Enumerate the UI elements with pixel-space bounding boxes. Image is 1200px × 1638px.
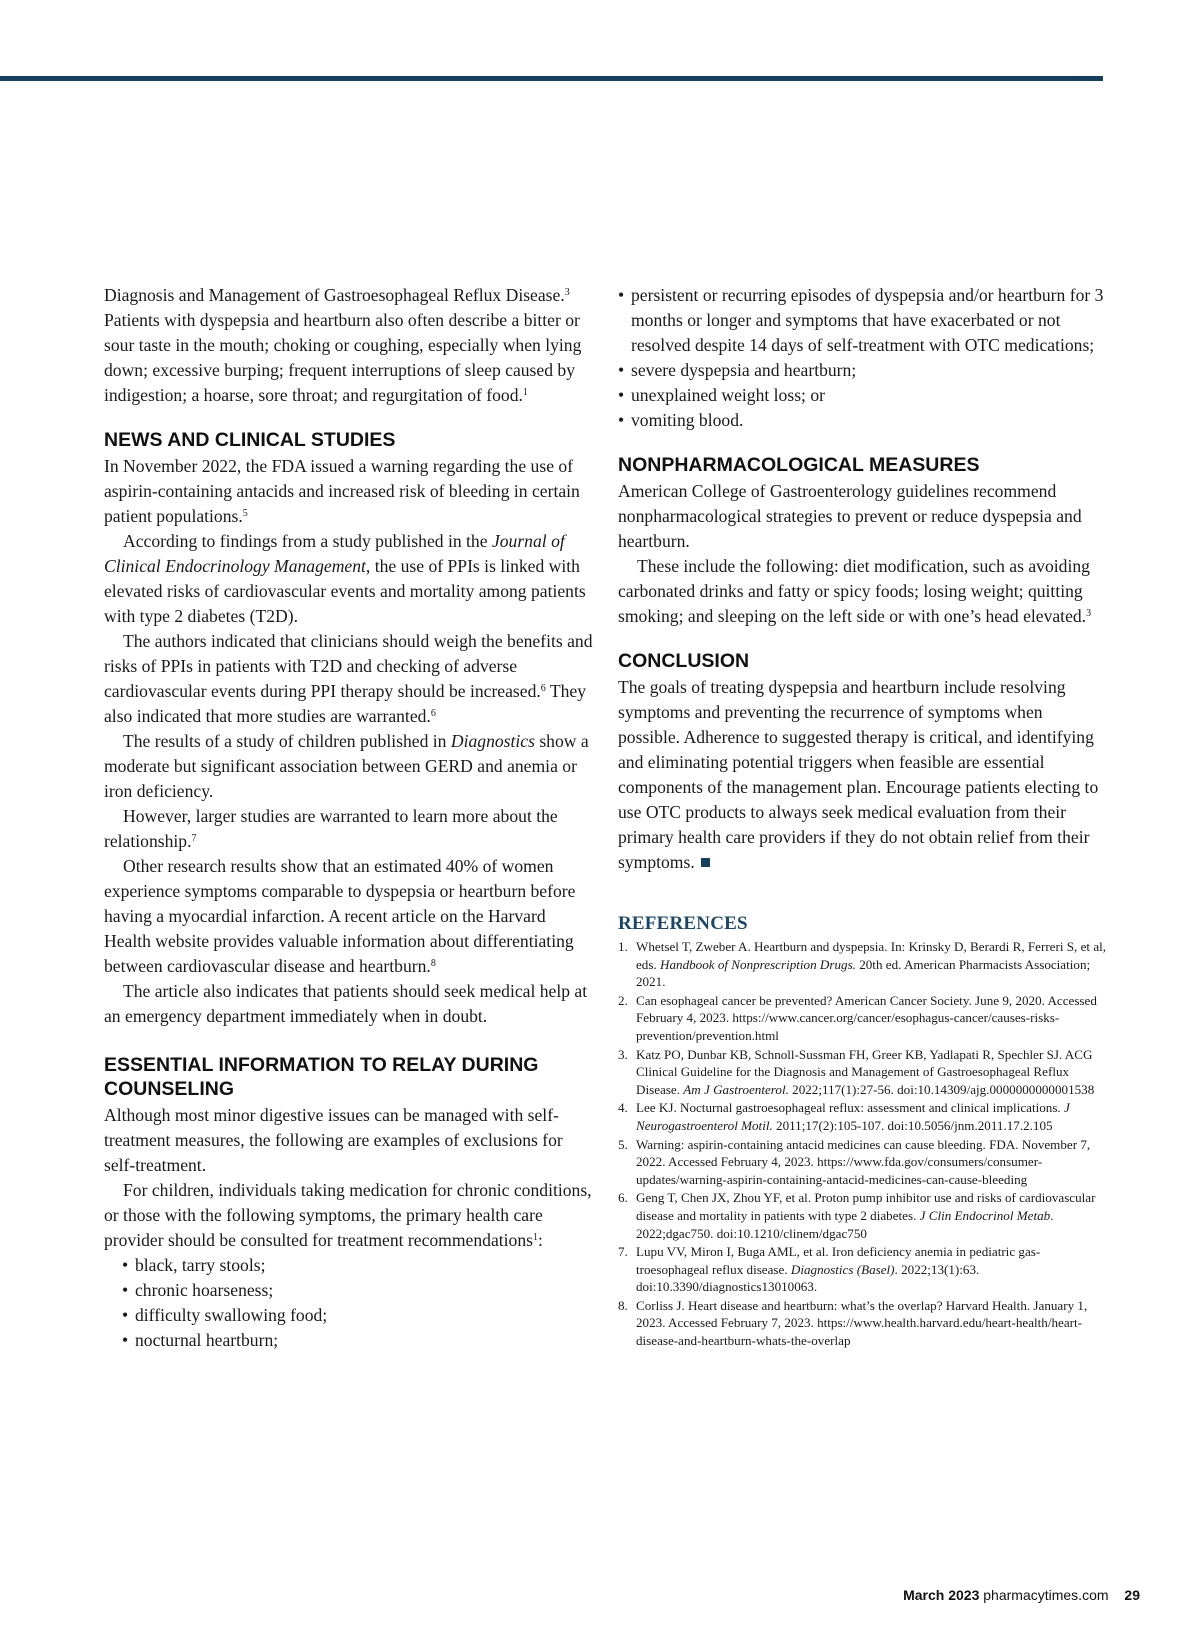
nonpharm-heading: NONPHARMACOLOGICAL MEASURES [618, 454, 980, 476]
site-name: pharmacytimes.com [983, 1587, 1109, 1603]
references-title: REFERENCES [618, 913, 748, 934]
bullet-icon: • [618, 285, 625, 305]
page-number: 29 [1124, 1587, 1140, 1603]
reference-item: 5. Warning: aspirin-containing antacid medicines can cause bleeding. FDA. November 7, 2022. Accessed February 4, 2023. https://www.fda.gov/consumers/consumer-updates/warning-aspirin-containing-antacid-medicines-can-cause-bleeding [618, 1136, 1091, 1187]
essential-paragraph-1: Although most minor digestive issues can be managed with self-treatment measures, the following are examples of exclusions for self-treatment. [104, 1105, 563, 1175]
conclusion-paragraph: The goals of treating dyspepsia and heartburn include resolving symptoms and preventing the recurrence of symptoms when possible. Adherence to suggested therapy is critical, and identifying and eliminating potential triggers when feasible are essential components of the management plan. Encourage patients electing to use OTC products to always seek medical evaluation from their primary health care providers if they do not obtain relief from their symptoms. [618, 677, 1099, 872]
bullet-icon: • [122, 1255, 129, 1275]
essential-paragraph-2: For children, individuals taking medication for chronic conditions, or those with the following symptoms, the primary health care provider should be consulted for treatment recommendations$^1$: [104, 1180, 592, 1250]
bullet-icon: • [122, 1280, 129, 1300]
list-item: • black, tarry stools; [122, 1253, 594, 1278]
news-paragraph-1: In November 2022, the FDA issued a warning regarding the use of aspirin-containing antacids and increased risk of bleeding in certain patient populations.$^5$ [104, 456, 580, 526]
issue-date: March 2023 [903, 1587, 980, 1603]
symptom-list [618, 283, 1108, 433]
right-column [618, 283, 1108, 1351]
reference-item: 1. Whetsel T, Zweber A. Heartburn and dyspepsia. In: Krinsky D, Berardi R, Ferreri S, et al, eds. Handbook of Nonprescription Drugs. 20th ed. American Pharmacists Association; 2021. [618, 939, 1107, 990]
top-rule [0, 76, 1103, 81]
news-paragraph-5: However, larger studies are warranted to learn more about the relationship.$^7$ [104, 806, 558, 851]
news-paragraph-7: The article also indicates that patients should seek medical help at an emergency department immediately when in doubt. [104, 981, 588, 1026]
list-item: • vomiting blood. [618, 408, 1108, 433]
news-paragraph-4: The results of a study of children published in Diagnostics show a moderate but significant association between GERD and anemia or iron deficiency. [104, 731, 589, 801]
reference-item: 6. Geng T, Chen JX, Zhou YF, et al. Proton pump inhibitor use and risks of cardiovascular disease and mortality in patients with type 2 diabetes. J Clin Endocrinol Metab. 2022;dgac750. doi:10.1210/clinem/dgac750 [618, 1190, 1096, 1241]
news-paragraph-2: According to findings from a study published in the Journal of Clinical Endocrinology Management, the use of PPIs is linked with elevated risks of cardiovascular events and mortality among patients with type 2 diabetes (T2D). [104, 531, 586, 626]
exclusion-list [104, 1253, 594, 1353]
reference-item: 2. Can esophageal cancer be prevented? American Cancer Society. June 9, 2020. Accessed February 4, 2023. https://www.cancer.org/cancer/esophagus-cancer/causes-risks-prevention/prevention.html [618, 992, 1097, 1043]
news-paragraph-6: Other research results show that an estimated 40% of women experience symptoms comparable to dyspepsia or heartburn before having a myocardial infarction. A recent article on the Harvard Health website provides valuable information about differentiating between cardiovascular disease and heartburn.$^8$ [104, 856, 576, 976]
reference-item: 4. Lee KJ. Nocturnal gastroesophageal reflux: assessment and clinical implications. J Neurogastroenterol Motil. 2011;17(2):105-107. doi:10.5056/jnm.2011.17.2.105 [618, 1100, 1070, 1133]
reference-item: 7. Lupu VV, Miron I, Buga AML, et al. Iron deficiency anemia in pediatric gastroesophageal reflux disease. Diagnostics (Basel). 2022;13(1):63. doi:10.3390/diagnostics13010063. [618, 1244, 1041, 1295]
list-item: • chronic hoarseness; [122, 1278, 594, 1303]
page-footer [903, 1587, 1140, 1603]
bullet-icon: • [618, 385, 625, 405]
reference-item: 8. Corliss J. Heart disease and heartburn: what’s the overlap? Harvard Health. January 1, 2023. Accessed February 7, 2023. https://www.health.harvard.edu/heart-health/heart-disease-and-heartburn-whats-the-overlap [618, 1297, 1088, 1349]
list-item: • severe dyspepsia and heartburn; [618, 358, 1108, 383]
list-item: • difficulty swallowing food; [122, 1303, 594, 1328]
nonpharm-paragraph-1: American College of Gastroenterology guidelines recommend nonpharmacological strategies to prevent or reduce dyspepsia and heartburn. [618, 481, 1082, 551]
news-paragraph-3: The authors indicated that clinicians should weigh the benefits and risks of PPIs in patients with T2D and checking of adverse cardiovascular events during PPI therapy should be increased.$^6$ They also indicated that more studies are warranted.$^6$ [104, 631, 593, 726]
conclusion-heading: CONCLUSION [618, 650, 750, 672]
references-list [618, 938, 1108, 1350]
news-heading: NEWS AND CLINICAL STUDIES [104, 429, 396, 451]
intro-paragraph: Diagnosis and Management of Gastroesophageal Reflux Disease.$^3$ Patients with dyspepsia and heartburn also often describe a bitter or sour taste in the mouth; choking or coughing, especially when lying down; excessive burping; frequent interruptions of sleep caused by indigestion; a hoarse, sore throat; and regurgitation of food.$^1$ [104, 285, 582, 405]
bullet-icon: • [618, 410, 625, 430]
end-square-icon [701, 858, 710, 867]
list-item: • unexplained weight loss; or [618, 383, 1108, 408]
essential-heading: ESSENTIAL INFORMATION TO RELAY DURING COUNSELING [104, 1054, 539, 1100]
bullet-icon: • [122, 1330, 129, 1350]
nonpharm-paragraph-2: These include the following: diet modification, such as avoiding carbonated drinks and fatty or spicy foods; losing weight; quitting smoking; and sleeping on the left side or with one’s head elevated.$^3$ [618, 556, 1092, 626]
bullet-icon: • [618, 360, 625, 380]
bullet-icon: • [122, 1305, 129, 1325]
reference-item: 3. Katz PO, Dunbar KB, Schnoll-Sussman FH, Greer KB, Yadlapati R, Spechler SJ. ACG Clinical Guideline for the Diagnosis and Management of Gastroesophageal Reflux Disease. Am J Gastroenterol. 2022;117(1):27-56. doi:10.14309/ajg.0000000000001538 [618, 1046, 1095, 1097]
list-item: • nocturnal heartburn; [122, 1328, 594, 1353]
left-column [104, 283, 594, 1353]
list-item: • persistent or recurring episodes of dyspepsia and/or heartburn for 3 months or longer and symptoms that have exacerbated or not resolved despite 14 days of self-treatment with OTC medications; [618, 285, 1104, 355]
